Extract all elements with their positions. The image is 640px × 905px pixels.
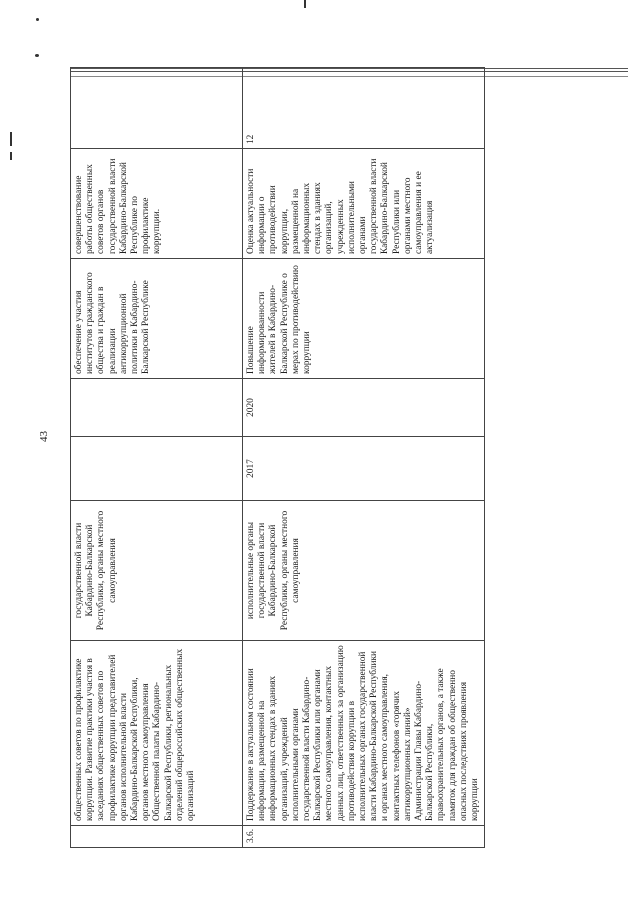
scan-speck — [36, 18, 39, 21]
row-number: 3.6. — [243, 826, 485, 848]
indicator-cell: Оценка актуальности информации о противодействии коррупции, размещенной на информационных стендах в зданиях организаций, учрежденных исполнительными органами государственной власти Кабардино-Балкарской Республики или органами местного самоуправления и ее актуализация — [243, 149, 485, 259]
indicator-cell: совершенствование работы общественных советов органов государственной власти Кабардино-Балкарской Республике по профилактике коррупции. — [71, 149, 243, 259]
scan-mark — [304, 0, 306, 8]
event-cell: Поддержание в актуальном состоянии информации, размещенной на информационных стендах в зданиях организаций, учреждений исполнительными органами государственной власти Кабардино-Балкарской Республики или органами местного самоуправления, контактных данных лиц, ответственных за организацию противодействия коррупции в исполнительных органах государственной власти Кабардино-Балкарской Республики и органах местного самоуправления, контактных телефонов «горячих антикоррупционных линий» Администрации Главы Кабардино-Балкарской Республики, правоохранительных органов, а также памяток для граждан об общественно опасных последствиях проявления коррупции — [243, 641, 485, 826]
end-year-cell: 2020 — [243, 379, 485, 437]
result-cell: обеспечение участия институтов гражданского общества и граждан в реализации антикоррупционной политики в Кабардино-Балкарской Республике — [71, 259, 243, 379]
scan-mark — [10, 152, 12, 160]
link-cell: 12 — [243, 68, 485, 149]
end-year-cell — [71, 379, 243, 437]
table-row — [71, 68, 243, 848]
link-cell — [71, 68, 243, 149]
start-year-cell: 2017 — [243, 437, 485, 501]
start-year-cell — [71, 437, 243, 501]
table-row — [243, 68, 485, 848]
scan-mark — [10, 132, 12, 146]
result-cell: Повышение информированности жителей в Кабардино-Балкарской Республике о мерах по противодействию коррупции — [243, 259, 485, 379]
page-number: 43 — [38, 431, 50, 442]
scan-speck — [35, 54, 39, 57]
row-number — [71, 826, 243, 848]
measures-table — [70, 67, 485, 848]
executor-cell: государственной власти Кабардино-Балкарской Республики, органы местного самоуправления — [71, 501, 243, 641]
rotated-table-container — [70, 68, 630, 848]
executor-cell: исполнительные органы государственной власти Кабардино-Балкарской Республики, органы местного самоуправления — [243, 501, 485, 641]
event-cell: общественных советов по профилактике коррупции. Развитие практики участия в заседаниях общественных советов по профилактике коррупции представителей органов исполнительной власти Кабардино-Балкарской Республики, органов местного самоуправления Общественной палаты Кабардино-Балкарской Республики, региональных отделений общероссийских общественных организаций — [71, 641, 243, 826]
